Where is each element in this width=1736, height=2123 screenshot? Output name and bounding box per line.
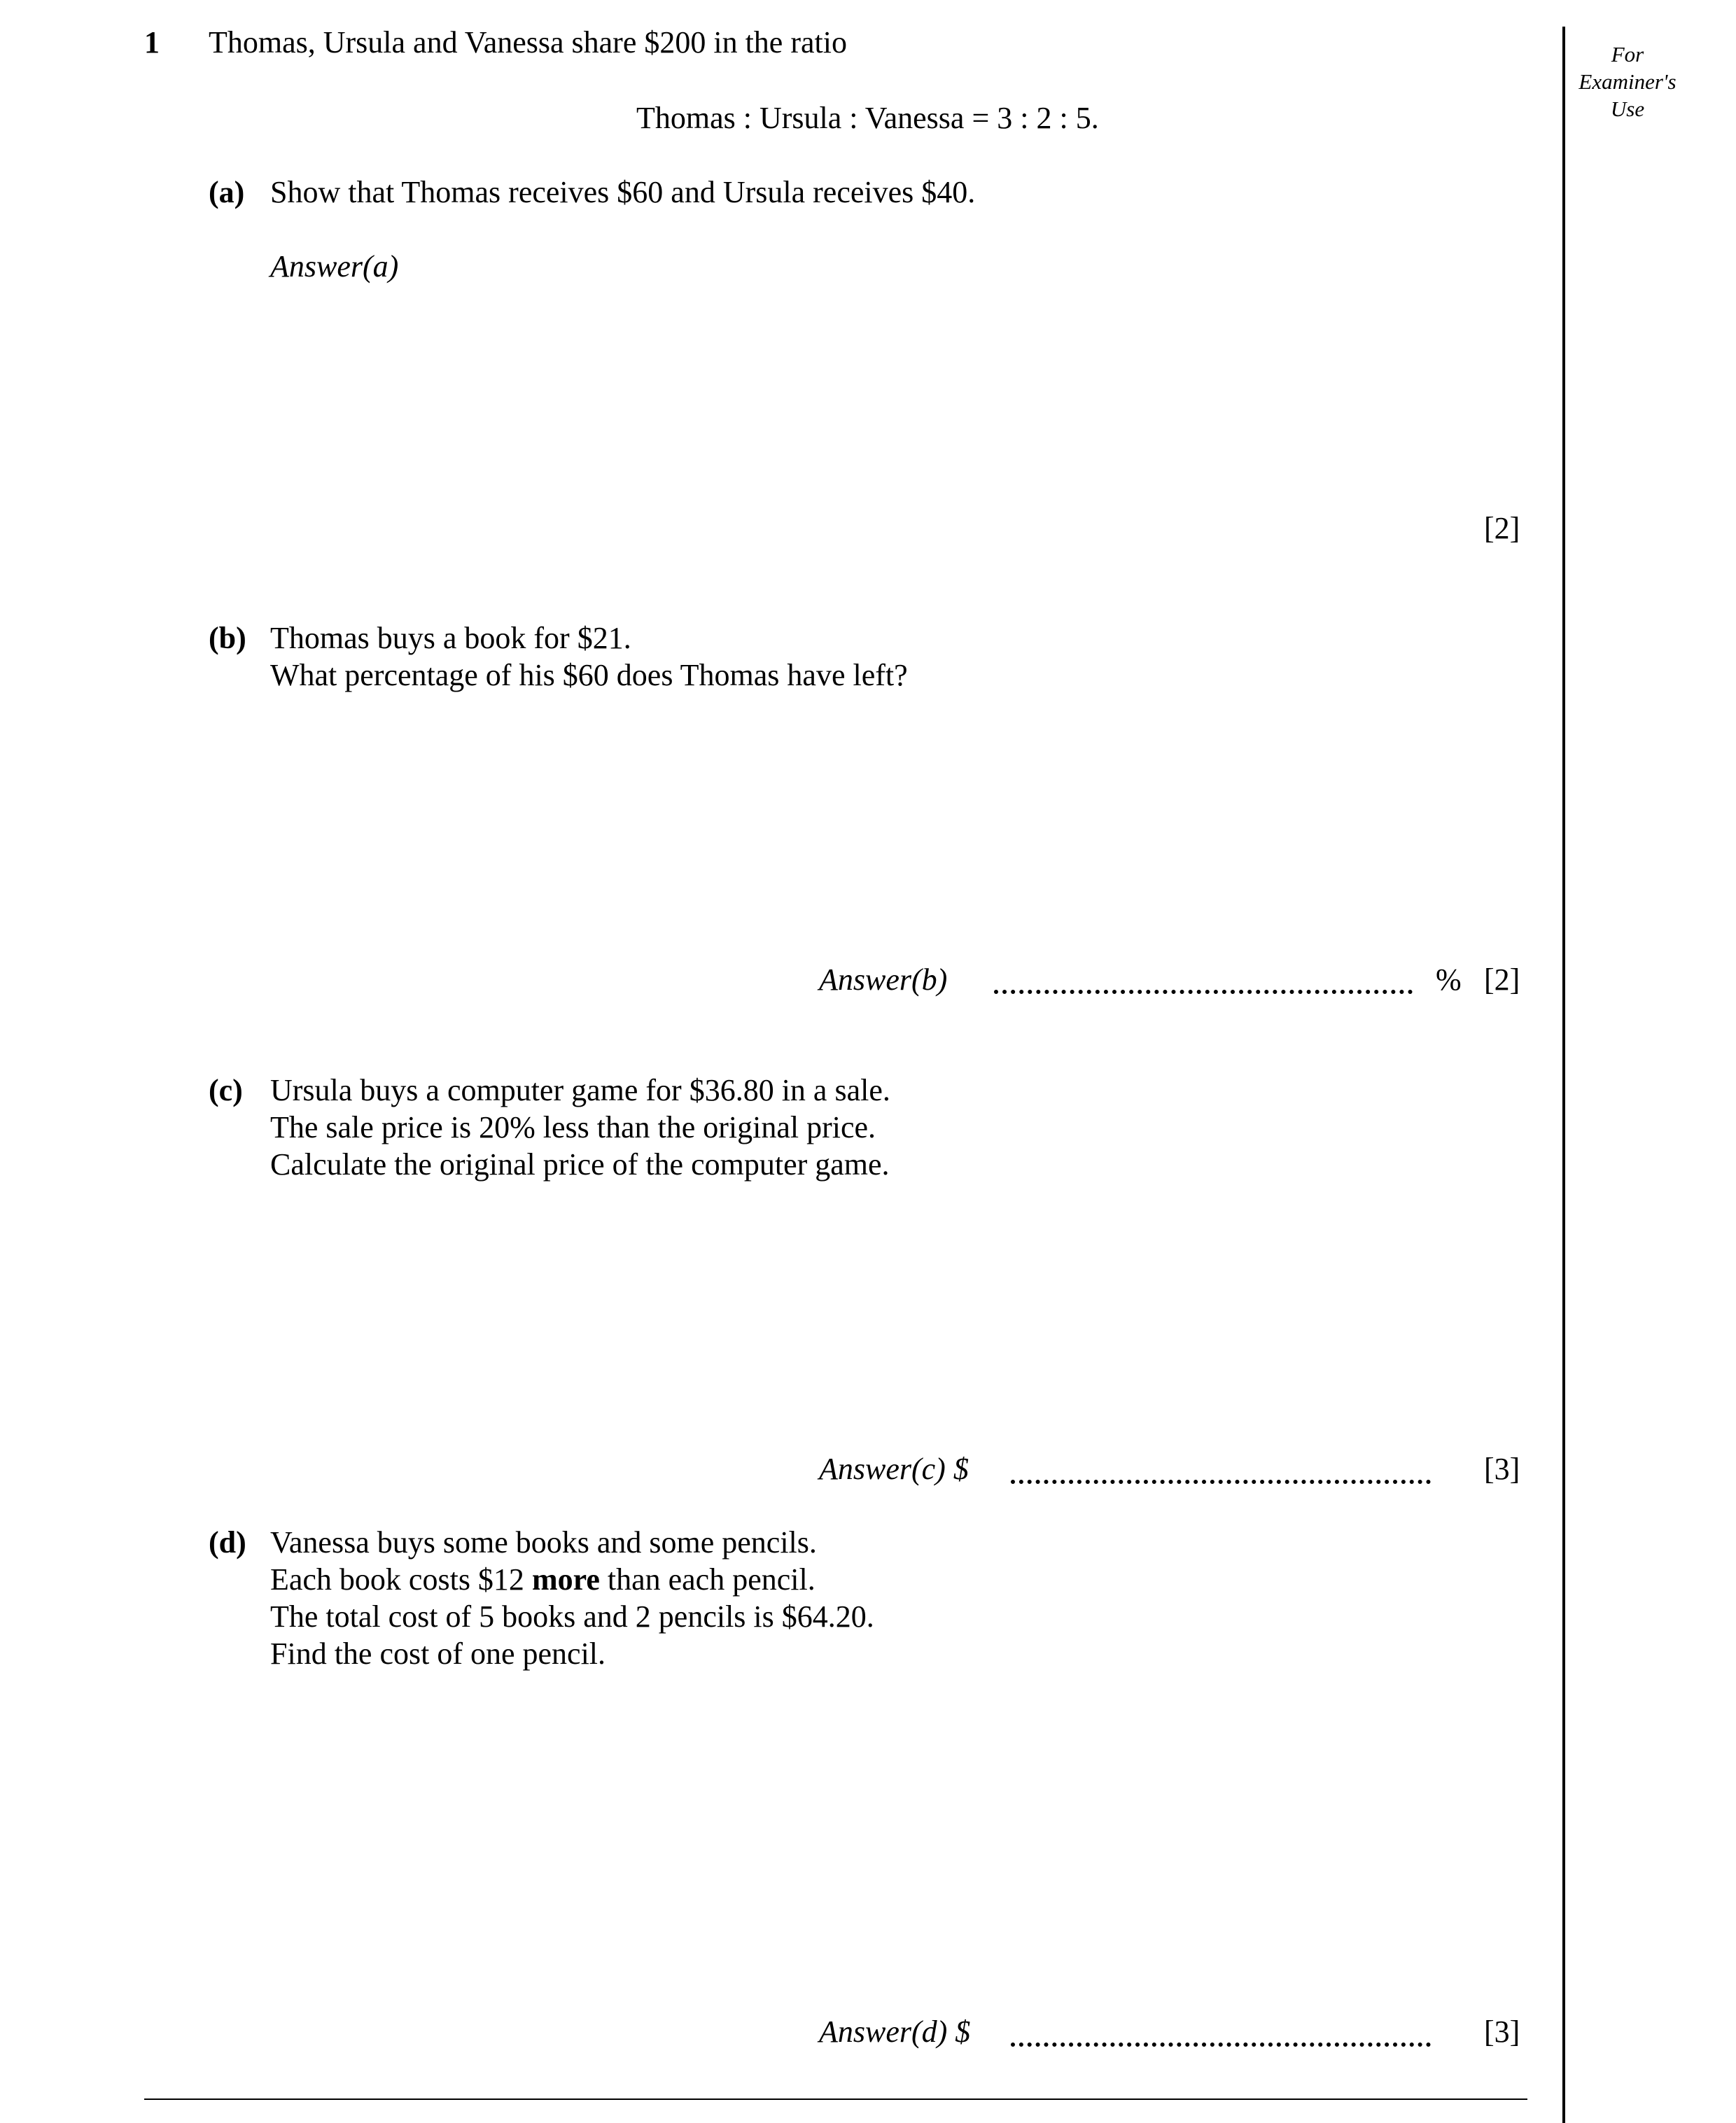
part-d-line-1: Vanessa buys some books and some pencils.	[270, 1525, 817, 1560]
part-a-answer-label: Answer(a)	[270, 249, 399, 283]
part-d-line-2-post: than each pencil.	[599, 1562, 816, 1597]
part-c-line-3: Calculate the original price of the computer game.	[270, 1147, 890, 1182]
part-c-answer-label-text: Answer(c) $	[819, 1452, 969, 1486]
examiner-margin-line	[1562, 27, 1565, 2123]
part-d-line-3: The total cost of 5 books and 2 pencils is $64.20.	[270, 1599, 874, 1634]
part-b-answer-line[interactable]	[994, 990, 1413, 994]
part-d-line-4: Find the cost of one pencil.	[270, 1637, 606, 1671]
part-b-label: (b)	[209, 621, 246, 655]
part-a-label: (a)	[209, 175, 245, 209]
part-c-line-1: Ursula buys a computer game for $36.80 in a sale.	[270, 1073, 890, 1107]
examiner-line-3: Use	[1610, 97, 1645, 121]
part-a-marks: [2]	[1484, 511, 1520, 545]
part-d-answer-label	[819, 2013, 970, 2051]
examiner-line-1: For	[1611, 42, 1644, 66]
part-c-marks: [3]	[1484, 1452, 1520, 1486]
part-c-answer-line[interactable]	[1011, 1480, 1431, 1484]
part-c-label: (c)	[209, 1073, 243, 1107]
question-number: 1	[144, 25, 160, 59]
part-d-label: (d)	[209, 1525, 246, 1560]
part-d-emphasis-more: more	[531, 1562, 600, 1597]
part-c-line-2: The sale price is 20% less than the original price.	[270, 1110, 876, 1144]
part-d-answer-line[interactable]	[1011, 2043, 1431, 2047]
part-b-line-1: Thomas buys a book for $21.	[270, 621, 631, 655]
part-d-answer-label-text: Answer(d) $	[819, 2015, 971, 2049]
part-a-text: Show that Thomas receives $60 and Ursula receives $40.	[270, 175, 976, 209]
part-b-marks: [2]	[1484, 962, 1520, 997]
part-c-answer-label	[819, 1450, 969, 1488]
part-d-marks: [3]	[1484, 2015, 1520, 2049]
part-d-line-2	[270, 1561, 816, 1599]
part-d-line-2-pre: Each book costs $12	[270, 1562, 532, 1597]
part-b-unit: %	[1436, 962, 1462, 997]
part-b-line-2: What percentage of his $60 does Thomas have left?	[270, 658, 908, 692]
examiner-line-2: Examiner's	[1578, 69, 1676, 94]
part-b-answer-label: Answer(b)	[819, 962, 948, 997]
question-intro: Thomas, Ursula and Vanessa share $200 in the ratio	[209, 25, 847, 59]
bottom-rule	[144, 2099, 1527, 2100]
examiner-use-box	[1568, 41, 1687, 122]
ratio-statement: Thomas : Ursula : Vanessa = 3 : 2 : 5.	[636, 101, 1099, 135]
